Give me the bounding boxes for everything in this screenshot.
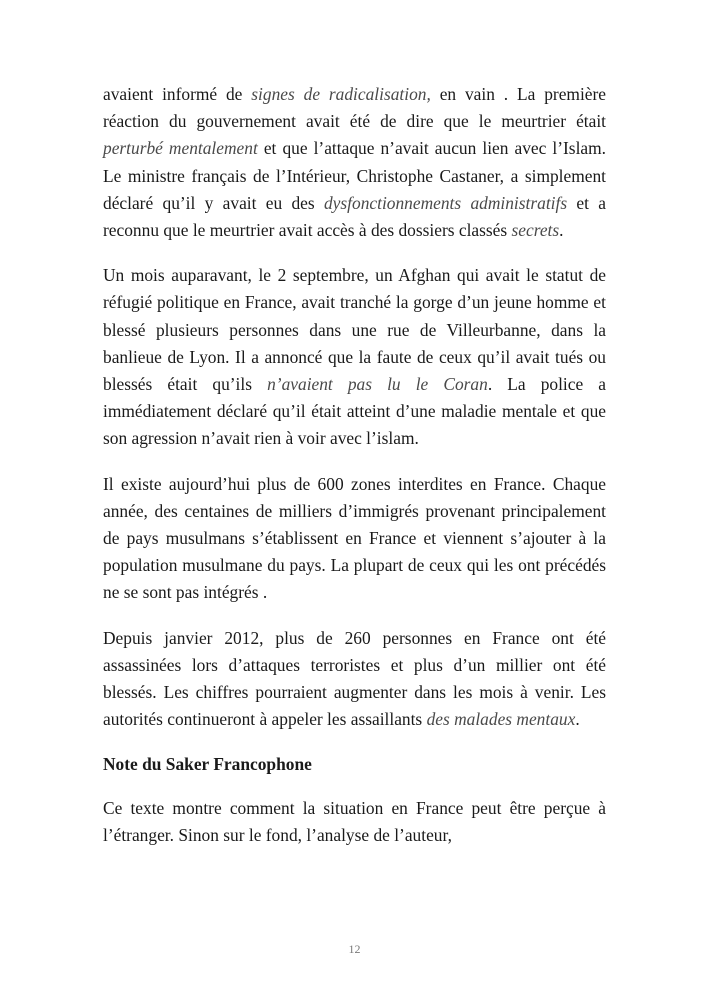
italic-phrase: signes de radicalisation, (251, 84, 431, 104)
text-run: avaient informé de (103, 84, 252, 104)
closing-paragraph: Ce texte montre comment la situation en France peut être perçue à l’étranger. Sinon sur le fond, l’analyse de l’auteur, (103, 797, 606, 845)
italic-phrase: des malades mentaux (426, 709, 576, 730)
text-run: . La police a immédiatement déclaré qu’il était atteint d’une maladie mentale et que son agression n’avait rien à voir avec l’islam. (103, 374, 606, 449)
paragraph (103, 625, 606, 734)
paragraph (103, 471, 606, 607)
text-run: . (559, 220, 564, 241)
page-number: 12 (348, 942, 361, 956)
italic-phrase: perturbé mentalement (103, 138, 258, 159)
section-heading: Note du Saker Francophone (103, 754, 312, 775)
text-run: . (575, 709, 580, 730)
paragraph (103, 81, 606, 244)
text-run: Il existe aujourd’hui plus de 600 zones interdites en France. Chaque année, des centaines de milliers d’immigrés provenant principalement de pays musulmans s’établissent en France et viennent s’ajouter à la population musulmane du pays. La plupart de ceux qui les ont précédés ne se sont pas intégrés . (103, 473, 606, 603)
italic-phrase: dysfonctionnements administratifs (323, 192, 568, 213)
body-text (103, 81, 606, 733)
italic-phrase: secrets (511, 220, 560, 241)
text-run: et a reconnu que le meurtrier avait accès à des dossiers classés (103, 192, 606, 241)
italic-phrase: n’avaient pas lu le Coran (267, 374, 488, 395)
text-run: et que l’attaque n’avait aucun lien avec l’Islam. Le ministre français de l’Intérieur, Christophe Castaner, a simplement déclaré qu’il y avait eu des (103, 138, 606, 213)
text-run: Un mois auparavant, le 2 septembre, un Afghan qui avait le statut de réfugié politique en France, avait tranché la gorge d’un jeune homme et blessé plusieurs personnes dans une rue de Villeurbanne, dans la banlieue de Lyon. Il a annoncé que la faute de ceux qu’il avait tués ou blessés était qu’ils (103, 265, 606, 395)
text-run: Depuis janvier 2012, plus de 260 personnes en France ont été assassinées lors d’attaques terroristes et plus d’un millier ont été blessés. Les chiffres pourraient augmenter dans les mois à venir. Les autorités continueront à appeler les assaillants (103, 627, 606, 730)
text-run: en vain . La première réaction du gouvernement avait été de dire que le meurtrier était (103, 84, 607, 132)
paragraph (103, 262, 606, 452)
document-page (103, 81, 606, 867)
